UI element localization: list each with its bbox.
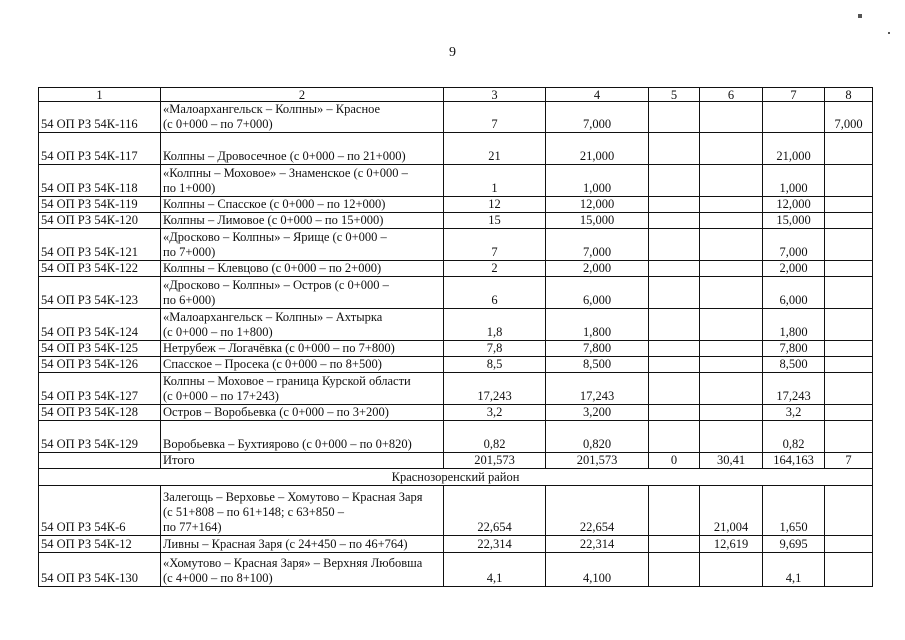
value-c8	[825, 405, 873, 421]
value-c4: 4,100	[546, 553, 649, 587]
value-c3: 12	[444, 197, 546, 213]
value-c5	[649, 341, 700, 357]
value-c7: 12,000	[763, 197, 825, 213]
value-c6	[700, 165, 763, 197]
value-c7: 1,000	[763, 165, 825, 197]
value-c4: 21,000	[546, 133, 649, 165]
table-row	[39, 373, 873, 405]
value-c4: 15,000	[546, 213, 649, 229]
value-c4: 3,200	[546, 405, 649, 421]
total-row	[39, 453, 873, 469]
road-code: 54 ОП РЗ 54К-123	[39, 277, 161, 309]
value-c5	[649, 213, 700, 229]
road-name-line: по 77+164)	[163, 520, 222, 534]
value-c5	[649, 357, 700, 373]
value-c8	[825, 261, 873, 277]
table-row	[39, 165, 873, 197]
value-c3: 7,8	[444, 341, 546, 357]
road-code: 54 ОП РЗ 54К-118	[39, 165, 161, 197]
road-code: 54 ОП РЗ 54К-127	[39, 373, 161, 405]
road-name	[161, 229, 444, 261]
value-c8	[825, 341, 873, 357]
road-name	[161, 261, 444, 277]
value-c3: 22,314	[444, 536, 546, 553]
road-name-line: Колпны – Спасское (с 0+000 – по 12+000)	[163, 197, 386, 211]
table-row	[39, 229, 873, 261]
value-c7: 1,650	[763, 486, 825, 536]
road-name	[161, 277, 444, 309]
value-c3: 7	[444, 229, 546, 261]
value-c8	[825, 357, 873, 373]
road-name-line: Нетрубеж – Логачёвка (с 0+000 – по 7+800)	[163, 341, 395, 355]
road-name-line: Воробьевка – Бухтиярово (с 0+000 – по 0+820)	[163, 437, 412, 451]
value-c5	[649, 277, 700, 309]
road-name	[161, 341, 444, 357]
section-title: Краснозоренский район	[39, 469, 873, 486]
road-name	[161, 165, 444, 197]
roads-table	[38, 87, 873, 587]
value-c6	[700, 229, 763, 261]
value-c3: 17,243	[444, 373, 546, 405]
value-c5	[649, 102, 700, 133]
road-name	[161, 405, 444, 421]
value-c3: 4,1	[444, 553, 546, 587]
value-c8	[825, 553, 873, 587]
value-c3: 2	[444, 261, 546, 277]
road-code: 54 ОП РЗ 54К-125	[39, 341, 161, 357]
value-c5	[649, 373, 700, 405]
road-code: 54 ОП РЗ 54К-126	[39, 357, 161, 373]
road-code: 54 ОП РЗ 54К-124	[39, 309, 161, 341]
road-name	[161, 536, 444, 553]
road-name-line: (с 4+000 – по 8+100)	[163, 571, 273, 585]
column-number: 8	[825, 88, 873, 102]
page-number: 9	[449, 45, 456, 60]
road-name-line: «Малоархангельск – Колпны» – Ахтырка	[163, 310, 383, 324]
scan-speck	[888, 32, 890, 34]
road-code: 54 ОП РЗ 54К-119	[39, 197, 161, 213]
value-c4: 1,800	[546, 309, 649, 341]
road-name-line: Остров – Воробьевка (с 0+000 – по 3+200)	[163, 405, 389, 419]
value-c5	[649, 261, 700, 277]
value-c4: 6,000	[546, 277, 649, 309]
value-c8	[825, 536, 873, 553]
total-c5: 0	[649, 453, 700, 469]
table-row	[39, 341, 873, 357]
value-c6	[700, 213, 763, 229]
scan-speck	[858, 14, 862, 18]
column-number: 4	[546, 88, 649, 102]
road-code: 54 ОП РЗ 54К-130	[39, 553, 161, 587]
value-c8	[825, 229, 873, 261]
value-c4: 17,243	[546, 373, 649, 405]
value-c8	[825, 373, 873, 405]
road-name-line: Колпны – Лимовое (с 0+000 – по 15+000)	[163, 213, 384, 227]
road-name-line: Колпны – Дровосечное (с 0+000 – по 21+000)	[163, 149, 406, 163]
road-name-line: Залегощь – Верховье – Хомутово – Красная Заря	[163, 490, 423, 504]
value-c3: 1	[444, 165, 546, 197]
road-name-line: по 1+000)	[163, 181, 216, 195]
value-c6: 21,004	[700, 486, 763, 536]
value-c8	[825, 309, 873, 341]
road-name-line: Спасское – Просека (с 0+000 – по 8+500)	[163, 357, 382, 371]
value-c8	[825, 486, 873, 536]
value-c8	[825, 133, 873, 165]
road-name-line: (с 0+000 – по 7+000)	[163, 117, 273, 131]
total-c7: 164,163	[763, 453, 825, 469]
value-c3: 1,8	[444, 309, 546, 341]
value-c7: 2,000	[763, 261, 825, 277]
road-name	[161, 486, 444, 536]
value-c6	[700, 373, 763, 405]
value-c3: 0,82	[444, 421, 546, 453]
total-c6: 30,41	[700, 453, 763, 469]
column-number: 6	[700, 88, 763, 102]
value-c4: 8,500	[546, 357, 649, 373]
road-name-line: (с 0+000 – по 17+243)	[163, 389, 279, 403]
column-number: 1	[39, 88, 161, 102]
road-name-line: Колпны – Моховое – граница Курской области	[163, 374, 411, 388]
table-row	[39, 277, 873, 309]
value-c5	[649, 197, 700, 213]
value-c8	[825, 197, 873, 213]
value-c4: 1,000	[546, 165, 649, 197]
total-c8: 7	[825, 453, 873, 469]
value-c6	[700, 421, 763, 453]
value-c4: 0,820	[546, 421, 649, 453]
road-name-line: (с 51+808 – по 61+148; с 63+850 –	[163, 505, 344, 519]
road-name-line: «Хомутово – Красная Заря» – Верхняя Любовша	[163, 556, 423, 570]
header-row	[39, 88, 873, 102]
value-c3: 15	[444, 213, 546, 229]
value-c7: 3,2	[763, 405, 825, 421]
road-code: 54 ОП РЗ 54К-117	[39, 133, 161, 165]
value-c6	[700, 261, 763, 277]
value-c5	[649, 165, 700, 197]
value-c6	[700, 102, 763, 133]
value-c3: 22,654	[444, 486, 546, 536]
total-c4: 201,573	[546, 453, 649, 469]
table-row	[39, 197, 873, 213]
value-c6	[700, 197, 763, 213]
table-row	[39, 133, 873, 165]
value-c5	[649, 405, 700, 421]
value-c4: 7,000	[546, 229, 649, 261]
column-number: 7	[763, 88, 825, 102]
road-name	[161, 373, 444, 405]
value-c7: 8,500	[763, 357, 825, 373]
road-code: 54 ОП РЗ 54К-6	[39, 486, 161, 536]
value-c8	[825, 277, 873, 309]
value-c7	[763, 102, 825, 133]
value-c5	[649, 553, 700, 587]
value-c3: 3,2	[444, 405, 546, 421]
section-row	[39, 469, 873, 486]
value-c7: 1,800	[763, 309, 825, 341]
value-c3: 8,5	[444, 357, 546, 373]
road-name-line: «Дросково – Колпны» – Ярище (с 0+000 –	[163, 230, 387, 244]
value-c7: 4,1	[763, 553, 825, 587]
value-c4: 7,000	[546, 102, 649, 133]
value-c5	[649, 229, 700, 261]
value-c6	[700, 405, 763, 421]
value-c6	[700, 341, 763, 357]
table-row	[39, 421, 873, 453]
total-c3: 201,573	[444, 453, 546, 469]
table-row	[39, 261, 873, 277]
total-empty-cell	[39, 453, 161, 469]
value-c4: 7,800	[546, 341, 649, 357]
value-c6	[700, 357, 763, 373]
value-c7: 15,000	[763, 213, 825, 229]
value-c5	[649, 421, 700, 453]
road-name-line: «Малоархангельск – Колпны» – Красное	[163, 102, 381, 116]
table-row	[39, 357, 873, 373]
road-name	[161, 197, 444, 213]
value-c8	[825, 421, 873, 453]
value-c3: 6	[444, 277, 546, 309]
column-number: 5	[649, 88, 700, 102]
value-c7: 7,800	[763, 341, 825, 357]
value-c5	[649, 309, 700, 341]
value-c7: 17,243	[763, 373, 825, 405]
value-c5	[649, 486, 700, 536]
value-c4: 22,314	[546, 536, 649, 553]
road-name	[161, 133, 444, 165]
table-row	[39, 309, 873, 341]
table-row	[39, 102, 873, 133]
value-c3: 21	[444, 133, 546, 165]
road-code: 54 ОП РЗ 54К-121	[39, 229, 161, 261]
road-name-line: Ливны – Красная Заря (с 24+450 – по 46+764)	[163, 537, 408, 551]
value-c5	[649, 536, 700, 553]
value-c8	[825, 213, 873, 229]
value-c7: 0,82	[763, 421, 825, 453]
road-name	[161, 357, 444, 373]
road-name	[161, 213, 444, 229]
table-row	[39, 213, 873, 229]
road-name-line: «Дросково – Колпны» – Остров (с 0+000 –	[163, 278, 389, 292]
road-name	[161, 421, 444, 453]
value-c6: 12,619	[700, 536, 763, 553]
value-c8	[825, 165, 873, 197]
road-name-line: по 6+000)	[163, 293, 216, 307]
value-c6	[700, 277, 763, 309]
road-code: 54 ОП РЗ 54К-128	[39, 405, 161, 421]
road-code: 54 ОП РЗ 54К-12	[39, 536, 161, 553]
value-c6	[700, 553, 763, 587]
road-name-line: «Колпны – Моховое» – Знаменское (с 0+000 –	[163, 166, 408, 180]
value-c4: 22,654	[546, 486, 649, 536]
road-code: 54 ОП РЗ 54К-116	[39, 102, 161, 133]
table-row	[39, 405, 873, 421]
value-c7: 21,000	[763, 133, 825, 165]
road-code: 54 ОП РЗ 54К-129	[39, 421, 161, 453]
road-code: 54 ОП РЗ 54К-122	[39, 261, 161, 277]
value-c6	[700, 309, 763, 341]
value-c7: 6,000	[763, 277, 825, 309]
value-c6	[700, 133, 763, 165]
road-name	[161, 553, 444, 587]
road-name	[161, 309, 444, 341]
road-name-line: Колпны – Клевцово (с 0+000 – по 2+000)	[163, 261, 382, 275]
total-label: Итого	[161, 453, 444, 469]
value-c7: 7,000	[763, 229, 825, 261]
road-name	[161, 102, 444, 133]
road-name-line: (с 0+000 – по 1+800)	[163, 325, 273, 339]
value-c7: 9,695	[763, 536, 825, 553]
column-number: 2	[161, 88, 444, 102]
table-row	[39, 536, 873, 553]
road-code: 54 ОП РЗ 54К-120	[39, 213, 161, 229]
table-row	[39, 553, 873, 587]
value-c4: 2,000	[546, 261, 649, 277]
value-c5	[649, 133, 700, 165]
table-row	[39, 486, 873, 536]
value-c3: 7	[444, 102, 546, 133]
road-name-line: по 7+000)	[163, 245, 216, 259]
column-number: 3	[444, 88, 546, 102]
value-c8: 7,000	[825, 102, 873, 133]
value-c4: 12,000	[546, 197, 649, 213]
